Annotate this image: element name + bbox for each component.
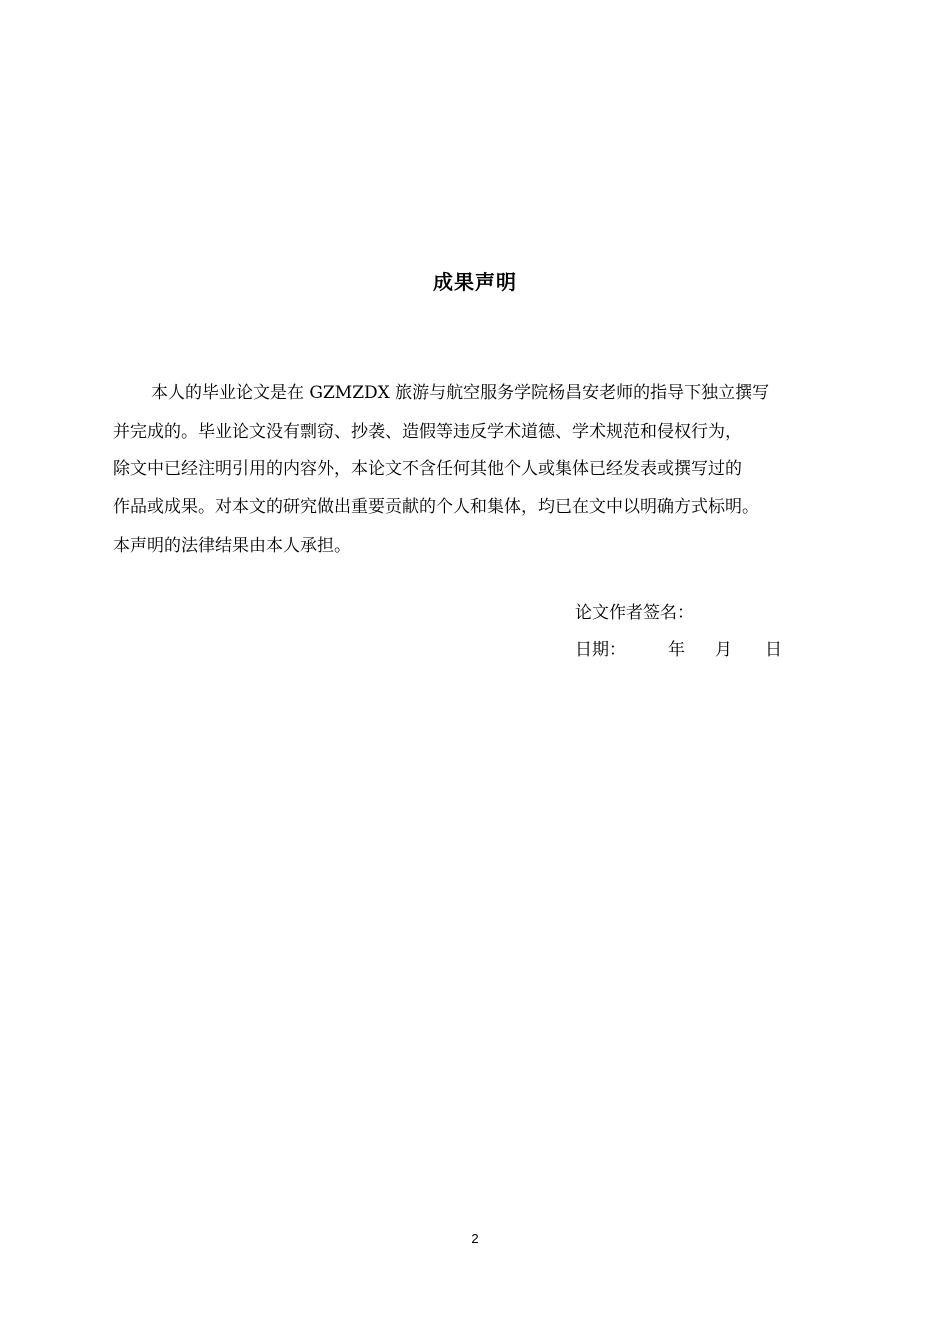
paragraph-line: 除文中已经注明引用的内容外，本论文不含任何其他个人或集体已经发表或撰写过的: [113, 459, 742, 479]
declaration-title: 成果声明: [433, 270, 517, 294]
paragraph-line: 并完成的。毕业论文没有剽窃、抄袭、造假等违反学术道德、学术规范和侵权行为，: [113, 422, 742, 442]
paragraph-line: 本人的毕业论文是在 GZMZDX 旅游与航空服务学院杨昌安老师的指导下独立撰写: [151, 383, 770, 403]
paragraph-line: 作品或成果。对本文的研究做出重要贡献的个人和集体，均已在文中以明确方式标明。: [113, 497, 759, 517]
date-label: 日期：: [575, 640, 626, 660]
author-signature-label: 论文作者签名：: [575, 603, 694, 623]
day-label: 日: [765, 640, 782, 660]
month-label: 月: [715, 640, 732, 660]
year-label: 年: [668, 640, 685, 660]
page-number: 2: [471, 1231, 479, 1246]
signature-date-row: [575, 637, 782, 663]
paragraph-line: 本声明的法律结果由本人承担。: [113, 536, 351, 556]
